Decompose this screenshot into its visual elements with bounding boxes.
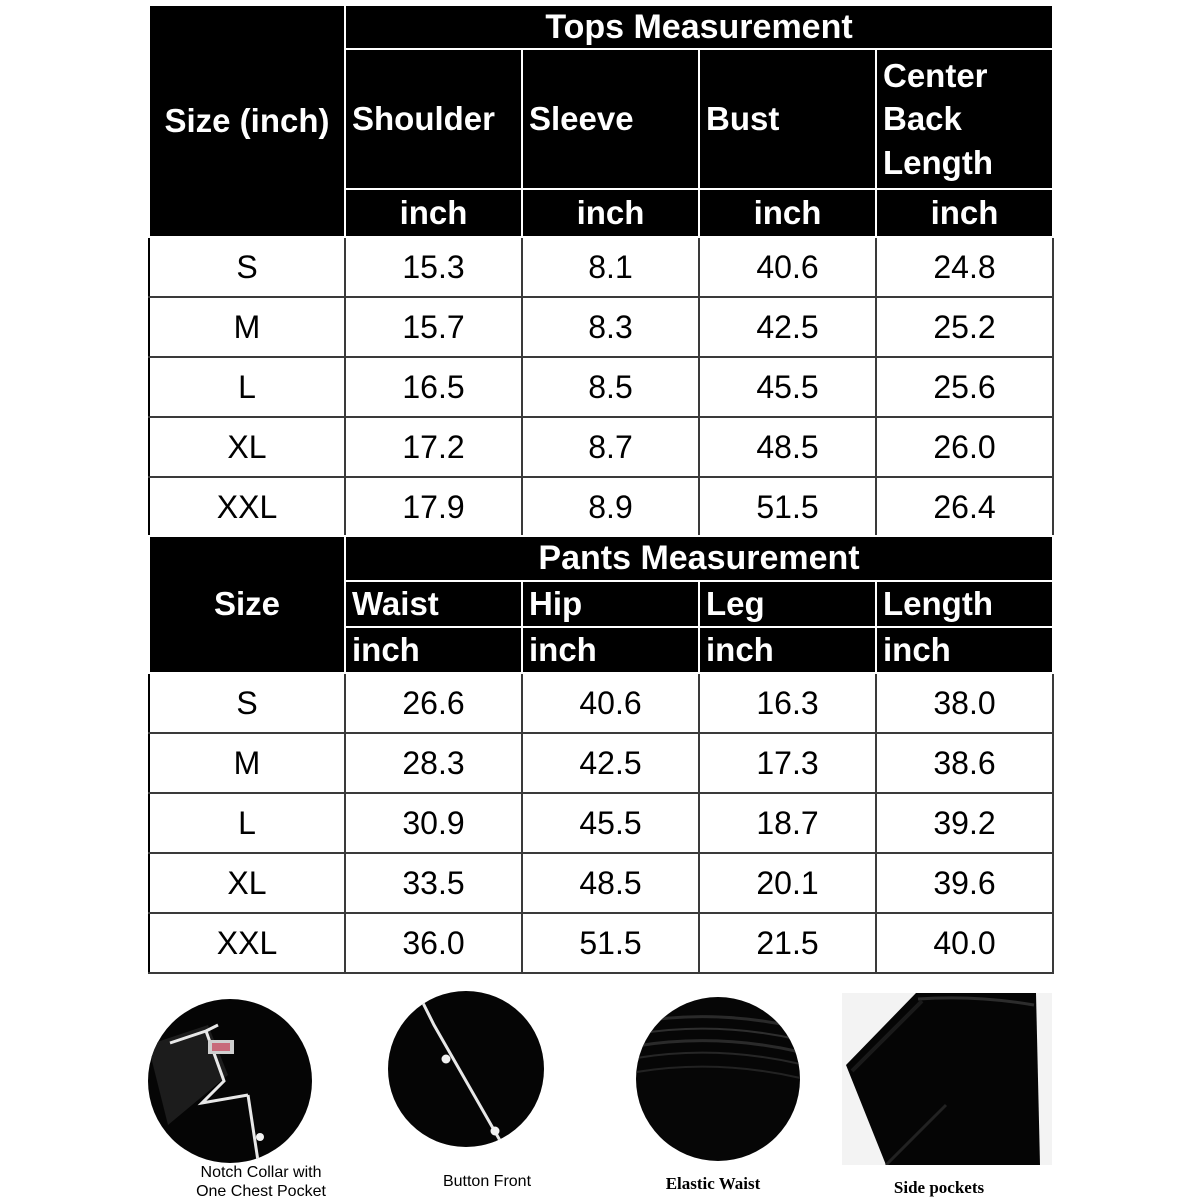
value-cell: 40.0: [876, 913, 1053, 973]
tops-unit: inch: [522, 189, 699, 237]
button-front-image: [374, 985, 600, 1165]
elastic-waist-image: [600, 985, 826, 1165]
tops-size-table: [148, 4, 1054, 538]
value-cell: 51.5: [699, 477, 876, 537]
feature-button-front: [374, 985, 600, 1200]
size-cell: XL: [149, 417, 345, 477]
value-cell: 25.2: [876, 297, 1053, 357]
value-cell: 36.0: [345, 913, 522, 973]
value-cell: 8.3: [522, 297, 699, 357]
value-cell: 42.5: [522, 733, 699, 793]
value-cell: 26.4: [876, 477, 1053, 537]
tops-unit: inch: [876, 189, 1053, 237]
value-cell: 38.0: [876, 673, 1053, 733]
value-cell: 20.1: [699, 853, 876, 913]
table-row: [149, 237, 1053, 297]
size-cell: S: [149, 673, 345, 733]
size-cell: M: [149, 733, 345, 793]
pants-unit: inch: [345, 627, 522, 673]
tops-col-sleeve: Sleeve: [522, 49, 699, 189]
value-cell: 26.0: [876, 417, 1053, 477]
size-cell: XXL: [149, 913, 345, 973]
table-row: [149, 793, 1053, 853]
table-row: [149, 673, 1053, 733]
tops-unit: inch: [345, 189, 522, 237]
table-row: [149, 417, 1053, 477]
size-cell: S: [149, 237, 345, 297]
size-cell: L: [149, 357, 345, 417]
value-cell: 8.7: [522, 417, 699, 477]
pants-unit: inch: [876, 627, 1053, 673]
value-cell: 40.6: [522, 673, 699, 733]
feature-elastic-waist: [600, 985, 826, 1200]
notch-collar-image: [148, 985, 374, 1165]
feature-caption: Notch Collar with: [200, 1164, 322, 1181]
table-row: [149, 853, 1053, 913]
value-cell: 42.5: [699, 297, 876, 357]
value-cell: 17.3: [699, 733, 876, 793]
value-cell: 48.5: [699, 417, 876, 477]
value-cell: 28.3: [345, 733, 522, 793]
value-cell: 21.5: [699, 913, 876, 973]
value-cell: 16.5: [345, 357, 522, 417]
tops-unit: inch: [699, 189, 876, 237]
pants-title: Pants Measurement: [345, 536, 1053, 581]
value-cell: 38.6: [876, 733, 1053, 793]
feature-side-pockets: [826, 985, 1052, 1200]
size-cell: XL: [149, 853, 345, 913]
pants-unit: inch: [699, 627, 876, 673]
table-row: [149, 477, 1053, 537]
table-row: [149, 297, 1053, 357]
feature-caption: Button Front: [442, 1173, 532, 1190]
value-cell: 8.5: [522, 357, 699, 417]
value-cell: 51.5: [522, 913, 699, 973]
value-cell: 45.5: [699, 357, 876, 417]
size-cell: XXL: [149, 477, 345, 537]
feature-caption: Side pockets: [893, 1178, 985, 1197]
value-cell: 8.1: [522, 237, 699, 297]
value-cell: 24.8: [876, 237, 1053, 297]
feature-caption: Elastic Waist: [665, 1174, 761, 1193]
value-cell: 26.6: [345, 673, 522, 733]
table-row: [149, 913, 1053, 973]
tops-title: Tops Measurement: [345, 5, 1053, 49]
size-cell: M: [149, 297, 345, 357]
pants-size-header: Size: [149, 536, 345, 673]
value-cell: 18.7: [699, 793, 876, 853]
value-cell: 25.6: [876, 357, 1053, 417]
tops-size-header: Size (inch): [149, 5, 345, 237]
value-cell: 16.3: [699, 673, 876, 733]
value-cell: 39.6: [876, 853, 1053, 913]
value-cell: 8.9: [522, 477, 699, 537]
value-cell: 39.2: [876, 793, 1053, 853]
pants-col-leg: Leg: [699, 581, 876, 627]
pants-col-waist: Waist: [345, 581, 522, 627]
pants-col-length: Length: [876, 581, 1053, 627]
pants-size-table: [148, 535, 1054, 974]
value-cell: 17.2: [345, 417, 522, 477]
value-cell: 30.9: [345, 793, 522, 853]
value-cell: 15.3: [345, 237, 522, 297]
value-cell: 40.6: [699, 237, 876, 297]
feature-caption: One Chest Pocket: [196, 1183, 326, 1200]
pants-unit: inch: [522, 627, 699, 673]
table-row: [149, 357, 1053, 417]
pants-col-hip: Hip: [522, 581, 699, 627]
feature-notch-collar: [148, 985, 374, 1200]
value-cell: 17.9: [345, 477, 522, 537]
value-cell: 33.5: [345, 853, 522, 913]
side-pockets-image: [826, 985, 1052, 1165]
value-cell: 45.5: [522, 793, 699, 853]
value-cell: 15.7: [345, 297, 522, 357]
tops-col-shoulder: Shoulder: [345, 49, 522, 189]
tops-col-center-back-length: Center Back Length: [876, 49, 1053, 189]
value-cell: 48.5: [522, 853, 699, 913]
size-cell: L: [149, 793, 345, 853]
feature-detail-strip: [148, 985, 1052, 1200]
tops-col-bust: Bust: [699, 49, 876, 189]
table-row: [149, 733, 1053, 793]
